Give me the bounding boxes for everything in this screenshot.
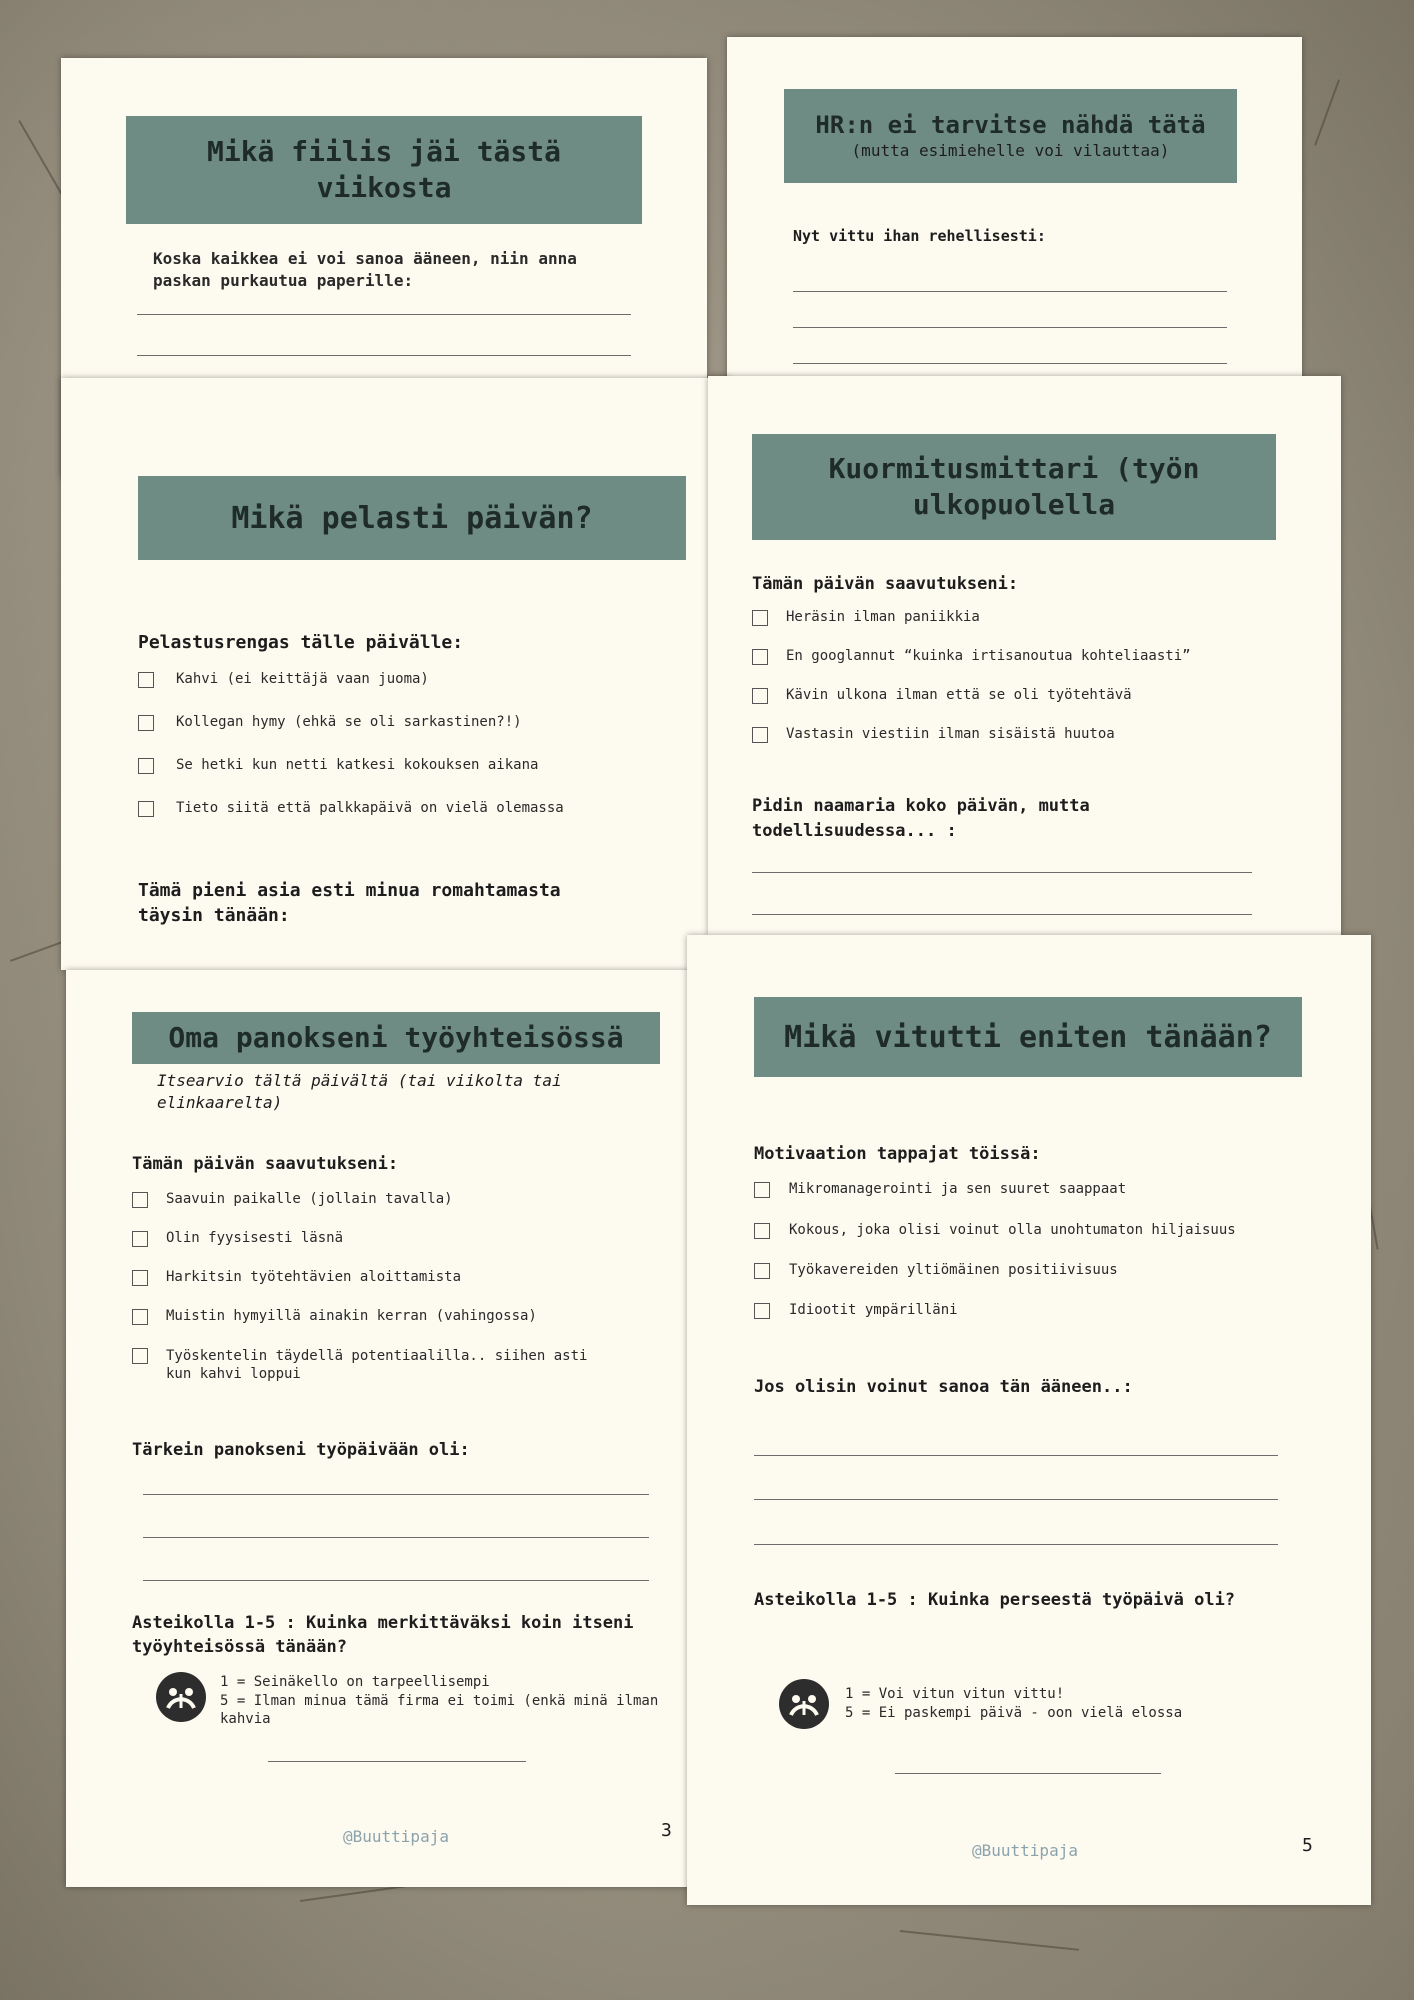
banner (126, 116, 642, 224)
checkbox[interactable] (752, 649, 768, 665)
checkbox-label: Kokous, joka olisi voinut olla unohtumaton hiljaisuus (789, 1222, 1236, 1238)
section-title: Mikä fiilis jäi tästä viikosta (206, 134, 561, 204)
wall-crack (18, 120, 65, 199)
page-number: 3 (661, 1820, 672, 1841)
list-heading: Tämän päivän saavutukseni: (752, 574, 1019, 594)
section-title: HR:n ei tarvitse nähdä tätä (815, 111, 1206, 139)
writing-line[interactable] (793, 363, 1227, 364)
checkbox[interactable] (752, 610, 768, 626)
writing-line[interactable] (754, 1544, 1278, 1545)
rating-line[interactable] (268, 1761, 526, 1762)
checkbox[interactable] (754, 1182, 770, 1198)
banner (138, 476, 686, 560)
writing-line[interactable] (143, 1537, 649, 1538)
writing-line[interactable] (143, 1494, 649, 1495)
checkbox[interactable] (754, 1303, 770, 1319)
checkbox-label: Se hetki kun netti katkesi kokouksen aikana (176, 757, 539, 773)
checkbox[interactable] (138, 801, 154, 817)
scale-label-1: 1 = Seinäkello on tarpeellisempi (220, 1674, 490, 1690)
checkbox-label: Tieto siitä että palkkapäivä on vielä olemassa (176, 800, 564, 816)
checkbox-label: En googlannut “kuinka irtisanoutua kohteliaasti” (786, 648, 1191, 664)
banner (132, 1012, 660, 1064)
section-subtitle: Itsearvio tältä päivältä (tai viikolta tai elinkaarelta) (157, 1071, 562, 1112)
scale-question: Asteikolla 1-5 : Kuinka perseestä työpäivä oli? (754, 1590, 1236, 1610)
checkbox[interactable] (132, 1270, 148, 1286)
page-number: 5 (1302, 1835, 1313, 1856)
checkbox[interactable] (132, 1192, 148, 1208)
scale-label-1: 1 = Voi vitun vitun vittu! (845, 1686, 1065, 1702)
sheet-day-saver (61, 378, 731, 970)
checkbox-label: Kollegan hymy (ehkä se oli sarkastinen?!) (176, 714, 522, 730)
checkbox-label: Vastasin viestiin ilman sisäistä huutoa (786, 726, 1115, 742)
writing-line[interactable] (752, 872, 1252, 873)
say-prompt: Jos olisin voinut sanoa tän ääneen..: (754, 1377, 1133, 1397)
checkbox[interactable] (138, 758, 154, 774)
scale-question: Asteikolla 1-5 : Kuinka merkittäväksi koin itseni työyhteisössä tänään? (132, 1613, 634, 1657)
checkbox[interactable] (132, 1309, 148, 1325)
scale-label-5: 5 = Ilman minua tämä firma ei toimi (enkä minä ilman kahvia (220, 1693, 659, 1728)
checkbox-label: Heräsin ilman paniikkia (786, 609, 980, 625)
writing-line[interactable] (137, 355, 631, 356)
writing-line[interactable] (754, 1499, 1278, 1500)
writing-line[interactable] (754, 1455, 1278, 1456)
banner (752, 434, 1276, 540)
checkbox[interactable] (754, 1263, 770, 1279)
section-subtitle: (mutta esimiehelle voi vilauttaa) (851, 141, 1170, 161)
sheet-annoyance (687, 935, 1371, 1905)
section-title: Mikä vitutti eniten tänään? (784, 1019, 1272, 1055)
writing-line[interactable] (793, 291, 1227, 292)
checkbox-label: Kahvi (ei keittäjä vaan juoma) (176, 671, 429, 687)
checkbox-label: Idiootit ympärilläni (789, 1302, 958, 1318)
list-heading: Tämän päivän saavutukseni: (132, 1154, 399, 1174)
writing-line[interactable] (752, 914, 1252, 915)
wall-crack (900, 1930, 1079, 1951)
mood-meter-icon (779, 1679, 829, 1729)
checkbox[interactable] (754, 1223, 770, 1239)
brand-handle: @Buuttipaja (343, 1827, 449, 1846)
writing-line[interactable] (793, 327, 1227, 328)
checkbox-label: Olin fyysisesti läsnä (166, 1230, 344, 1246)
checkbox[interactable] (132, 1348, 148, 1364)
sheet-load-meter (708, 376, 1341, 936)
banner (754, 997, 1302, 1077)
wall-crack (10, 939, 67, 961)
checkbox[interactable] (752, 688, 768, 704)
checkbox[interactable] (132, 1231, 148, 1247)
checkbox[interactable] (752, 727, 768, 743)
wall-crack (1314, 79, 1340, 145)
section-title: Mikä pelasti päivän? (231, 500, 593, 536)
checkbox-label: Kävin ulkona ilman että se oli työtehtävä (786, 687, 1132, 703)
rating-line[interactable] (895, 1773, 1161, 1774)
checkbox-label: Työskentelin täydellä potentiaalilla.. siihen asti kun kahvi loppui (166, 1348, 588, 1383)
list-heading: Pelastusrengas tälle päivälle: (138, 632, 464, 653)
checkbox-label: Muistin hymyillä ainakin kerran (vahingossa) (166, 1308, 537, 1324)
writing-prompt: Koska kaikkea ei voi sanoa ääneen, niin anna paskan purkautua paperille: (153, 249, 577, 290)
checkbox-label: Mikromanagerointi ja sen suuret saappaat (789, 1181, 1127, 1197)
writing-line[interactable] (137, 314, 631, 315)
banner (784, 89, 1237, 183)
section-title: Oma panokseni työyhteisössä (168, 1020, 624, 1054)
closing-prompt: Tämä pieni asia esti minua romahtamasta täysin tänään: (138, 880, 561, 927)
mask-prompt: Pidin naamaria koko päivän, mutta todellisuudessa... : (752, 796, 1090, 841)
brand-handle: @Buuttipaja (972, 1841, 1078, 1860)
section-title: Kuormitusmittari (työn ulkopuolella (828, 451, 1200, 521)
list-heading: Motivaation tappajat töissä: (754, 1144, 1041, 1164)
checkbox-label: Saavuin paikalle (jollain tavalla) (166, 1191, 453, 1207)
checkbox[interactable] (138, 715, 154, 731)
checkbox-label: Harkitsin työtehtävien aloittamista (166, 1269, 462, 1285)
scale-label-5: 5 = Ei paskempi päivä - oon vielä elossa (845, 1705, 1183, 1721)
writing-line[interactable] (143, 1580, 649, 1581)
checkbox[interactable] (138, 672, 154, 688)
mood-meter-icon (156, 1672, 206, 1722)
sheet-contribution (66, 970, 721, 1887)
contribution-prompt: Tärkein panokseni työpäivään oli: (132, 1440, 470, 1460)
writing-prompt: Nyt vittu ihan rehellisesti: (793, 227, 1046, 245)
checkbox-label: Työkavereiden yltiömäinen positiivisuus (789, 1262, 1118, 1278)
